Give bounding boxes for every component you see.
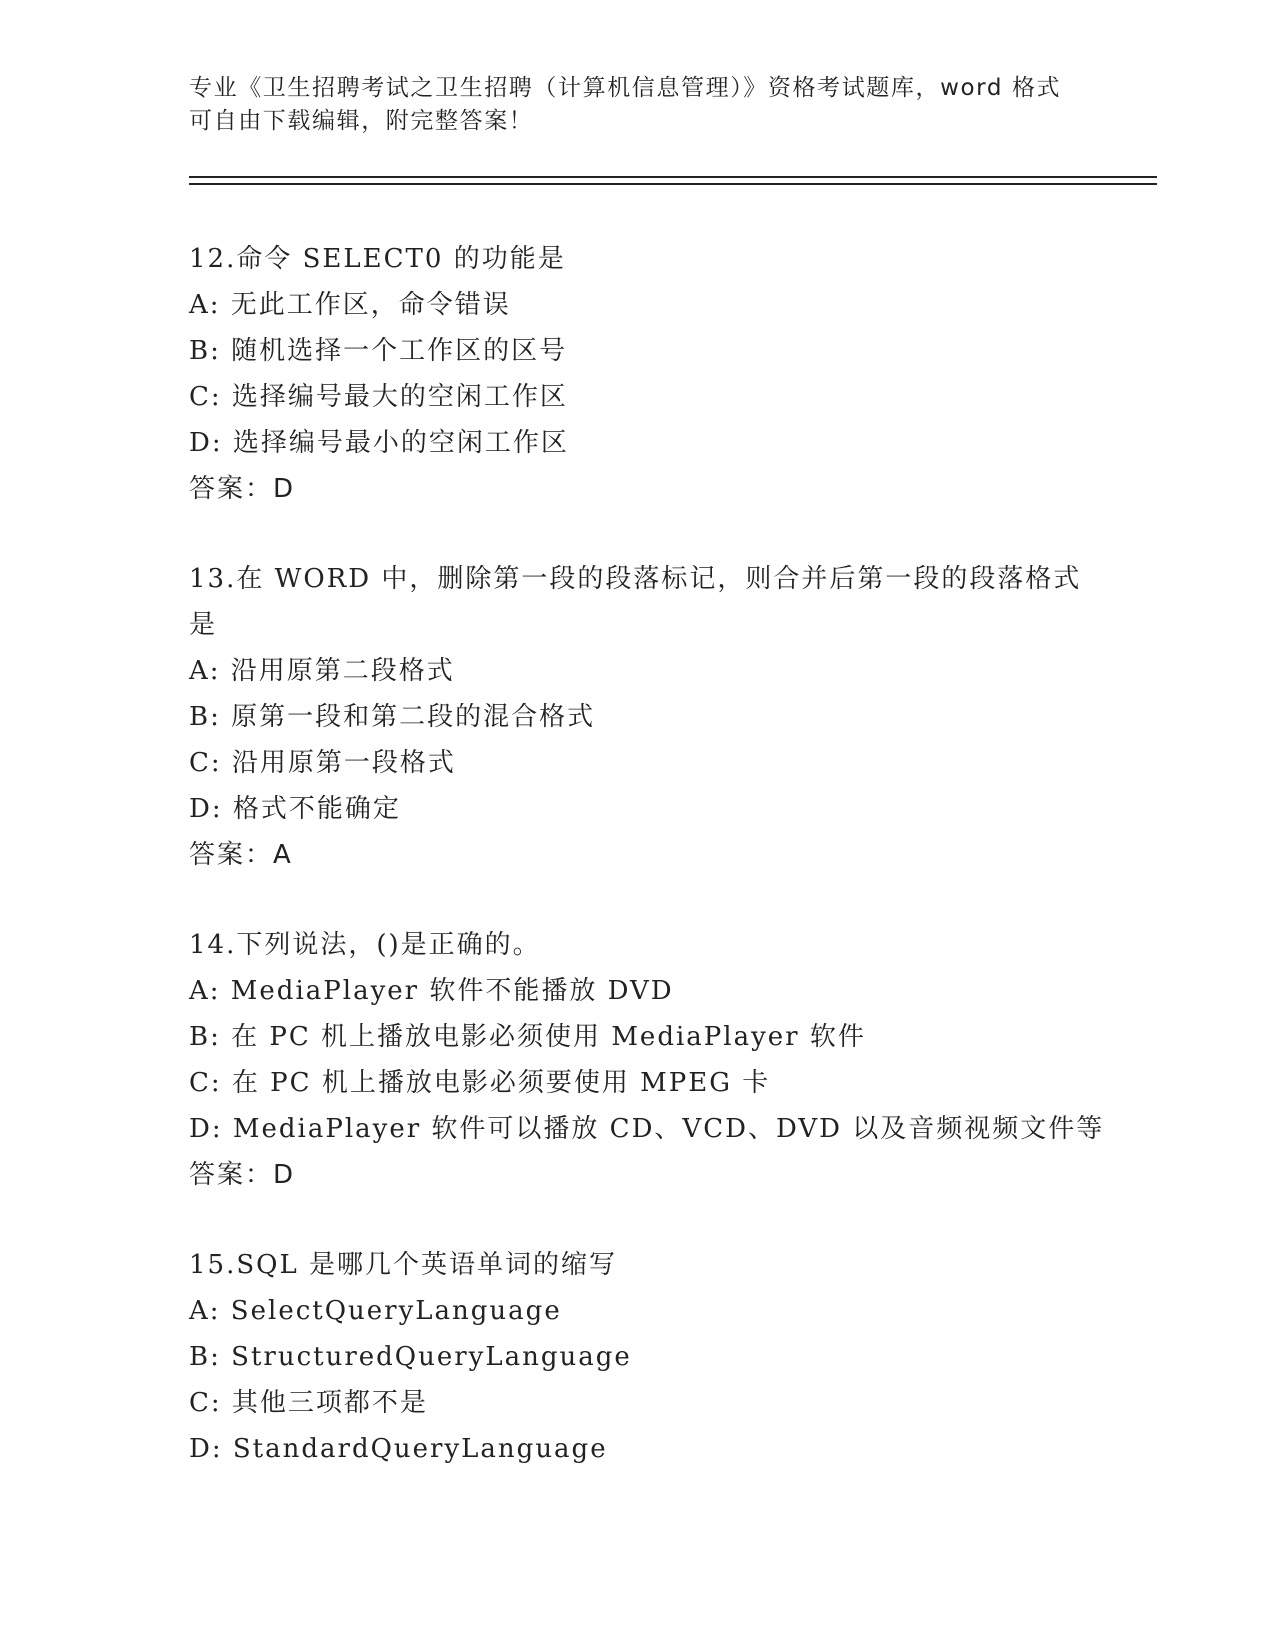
option-c: C: 选择编号最大的空闲工作区 <box>189 382 568 412</box>
option-a: A: SelectQueryLanguage <box>189 1296 562 1326</box>
option-b: B: StructuredQueryLanguage <box>189 1342 632 1372</box>
header-divider-top <box>189 176 1157 178</box>
option-c: C: 沿用原第一段格式 <box>189 748 456 778</box>
option-d: D: 选择编号最小的空闲工作区 <box>189 428 569 458</box>
question-stem-line-2: 是 <box>189 610 218 640</box>
spacer <box>189 1198 1109 1242</box>
question-14 <box>189 922 1109 1198</box>
document-header <box>189 72 1089 138</box>
option-d: D: MediaPlayer 软件可以播放 CD、VCD、DVD 以及音频视频文件等 <box>189 1114 1105 1144</box>
header-divider-bottom <box>189 183 1157 185</box>
question-12 <box>189 236 1109 512</box>
question-stem-line-1: 13.在 WORD 中，删除第一段的段落标记，则合并后第一段的段落格式 <box>189 564 1082 594</box>
question-stem: 12.命令 SELECT0 的功能是 <box>189 244 566 274</box>
option-a: A: MediaPlayer 软件不能播放 DVD <box>189 976 674 1006</box>
option-b: B: 原第一段和第二段的混合格式 <box>189 702 596 732</box>
answer: 答案：A <box>189 840 293 870</box>
option-c: C: 在 PC 机上播放电影必须要使用 MPEG 卡 <box>189 1068 771 1098</box>
option-d: D: StandardQueryLanguage <box>189 1434 608 1464</box>
option-c: C: 其他三项都不是 <box>189 1388 428 1418</box>
question-stem: 14.下列说法，()是正确的。 <box>189 930 541 960</box>
answer: 答案：D <box>189 474 296 504</box>
option-d: D: 格式不能确定 <box>189 794 401 824</box>
spacer <box>189 878 1109 922</box>
question-13 <box>189 556 1109 878</box>
header-line-1: 专业《卫生招聘考试之卫生招聘（计算机信息管理）》资格考试题库，word 格式 <box>189 75 1062 101</box>
spacer <box>189 512 1109 556</box>
question-list <box>189 236 1109 1472</box>
option-a: A: 沿用原第二段格式 <box>189 656 455 686</box>
option-b: B: 在 PC 机上播放电影必须使用 MediaPlayer 软件 <box>189 1022 866 1052</box>
answer: 答案：D <box>189 1160 296 1190</box>
question-15 <box>189 1242 1109 1472</box>
option-a: A: 无此工作区，命令错误 <box>189 290 511 320</box>
header-line-2: 可自由下载编辑，附完整答案！ <box>189 108 534 134</box>
question-stem: 15.SQL 是哪几个英语单词的缩写 <box>189 1250 618 1280</box>
option-b: B: 随机选择一个工作区的区号 <box>189 336 568 366</box>
